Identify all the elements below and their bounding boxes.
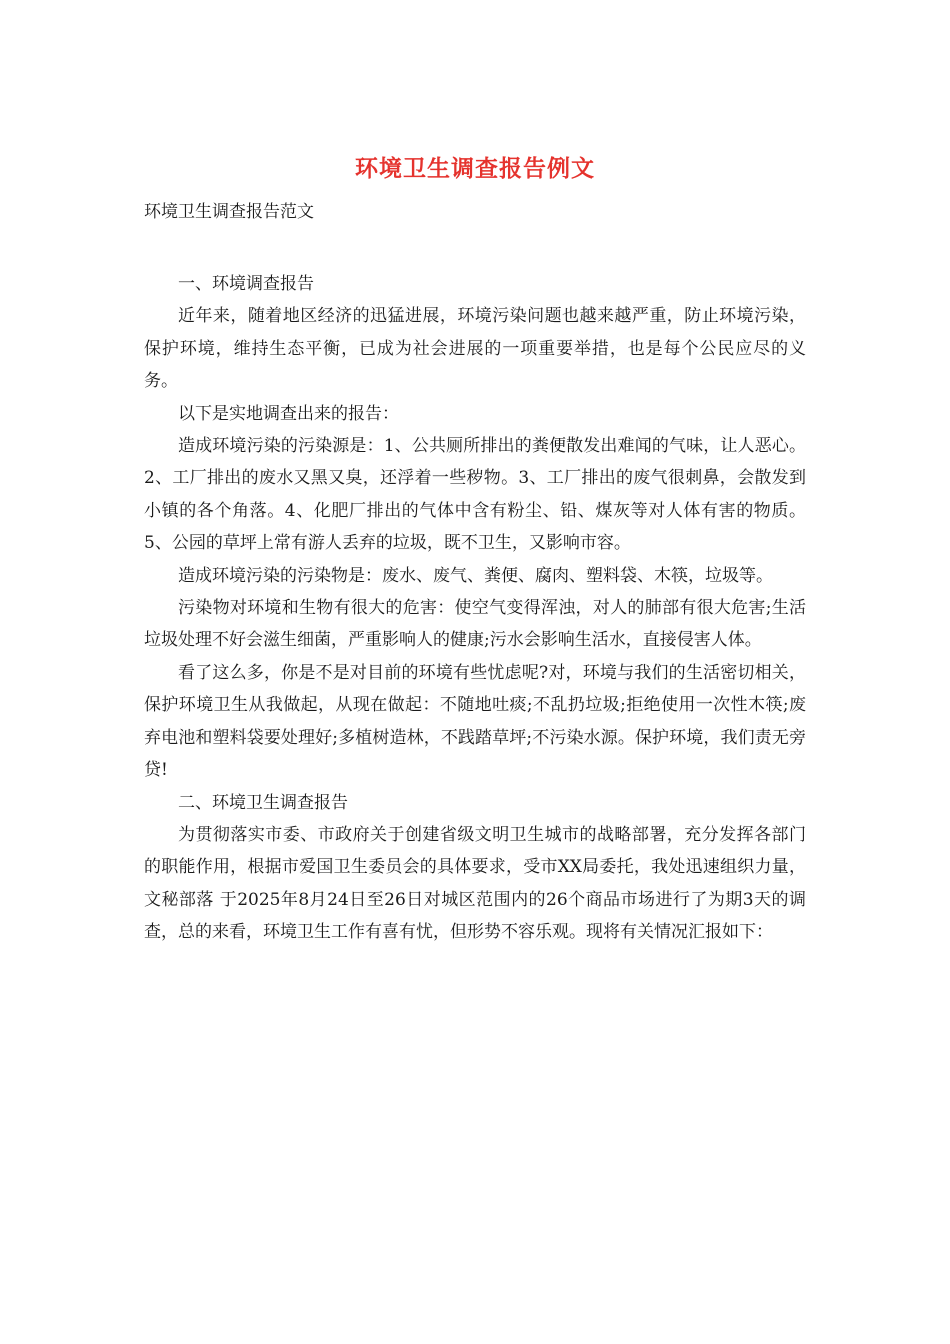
paragraph: 造成环境污染的污染物是：废水、废气、粪便、腐肉、塑料袋、木筷，垃圾等。 xyxy=(178,565,773,586)
document-body xyxy=(144,268,806,949)
paragraph: 为贯彻落实市委、市政府关于创建省级文明卫生城市的战略部署，充分发挥各部门的职能作用，根据市爱国卫生委员会的具体要求，受市XX局委托，我处迅速组织力量，文秘部落 于2025年8月24日至26日对城区范围内的26个商品市场进行了为期3天的调查，总的来看，环境卫生工作有喜有忧，但形势不容乐观。现将有关情况汇报如下： xyxy=(144,824,806,943)
paragraph: 看了这么多，你是不是对目前的环境有些忧虑呢?对，环境与我们的生活密切相关，保护环境卫生从我做起，从现在做起：不随地吐痰;不乱扔垃圾;拒绝使用一次性木筷;废弃电池和塑料袋要处理好;多植树造林，不践踏草坪;不污染水源。保护环境，我们责无旁贷! xyxy=(144,662,806,781)
paragraph: 造成环境污染的污染源是：1、公共厕所排出的粪便散发出难闻的气味，让人恶心。2、工厂排出的废水又黑又臭，还浮着一些秽物。3、工厂排出的废气很刺鼻，会散发到小镇的各个角落。4、化肥厂排出的气体中含有粉尘、铅、煤灰等对人体有害的物质。5、公园的草坪上常有游人丢弃的垃圾，既不卫生，又影响市容。 xyxy=(144,436,806,554)
paragraph: 污染物对环境和生物有很大的危害：使空气变得浑浊，对人的肺部有很大危害;生活垃圾处理不好会滋生细菌，严重影响人的健康;污水会影响生活水，直接侵害人体。 xyxy=(144,598,806,651)
section-heading-2: 二、环境卫生调查报告 xyxy=(178,792,348,813)
paragraph: 近年来，随着地区经济的迅猛进展，环境污染问题也越来越严重，防止环境污染，保护环境，维持生态平衡，已成为社会进展的一项重要举措，也是每个公民应尽的义务。 xyxy=(144,306,806,392)
document-title: 环境卫生调查报告例文 xyxy=(355,155,595,182)
section-heading-1: 一、环境调查报告 xyxy=(178,274,314,294)
document-subtitle: 环境卫生调查报告范文 xyxy=(144,202,314,222)
paragraph: 以下是实地调查出来的报告： xyxy=(178,403,399,424)
